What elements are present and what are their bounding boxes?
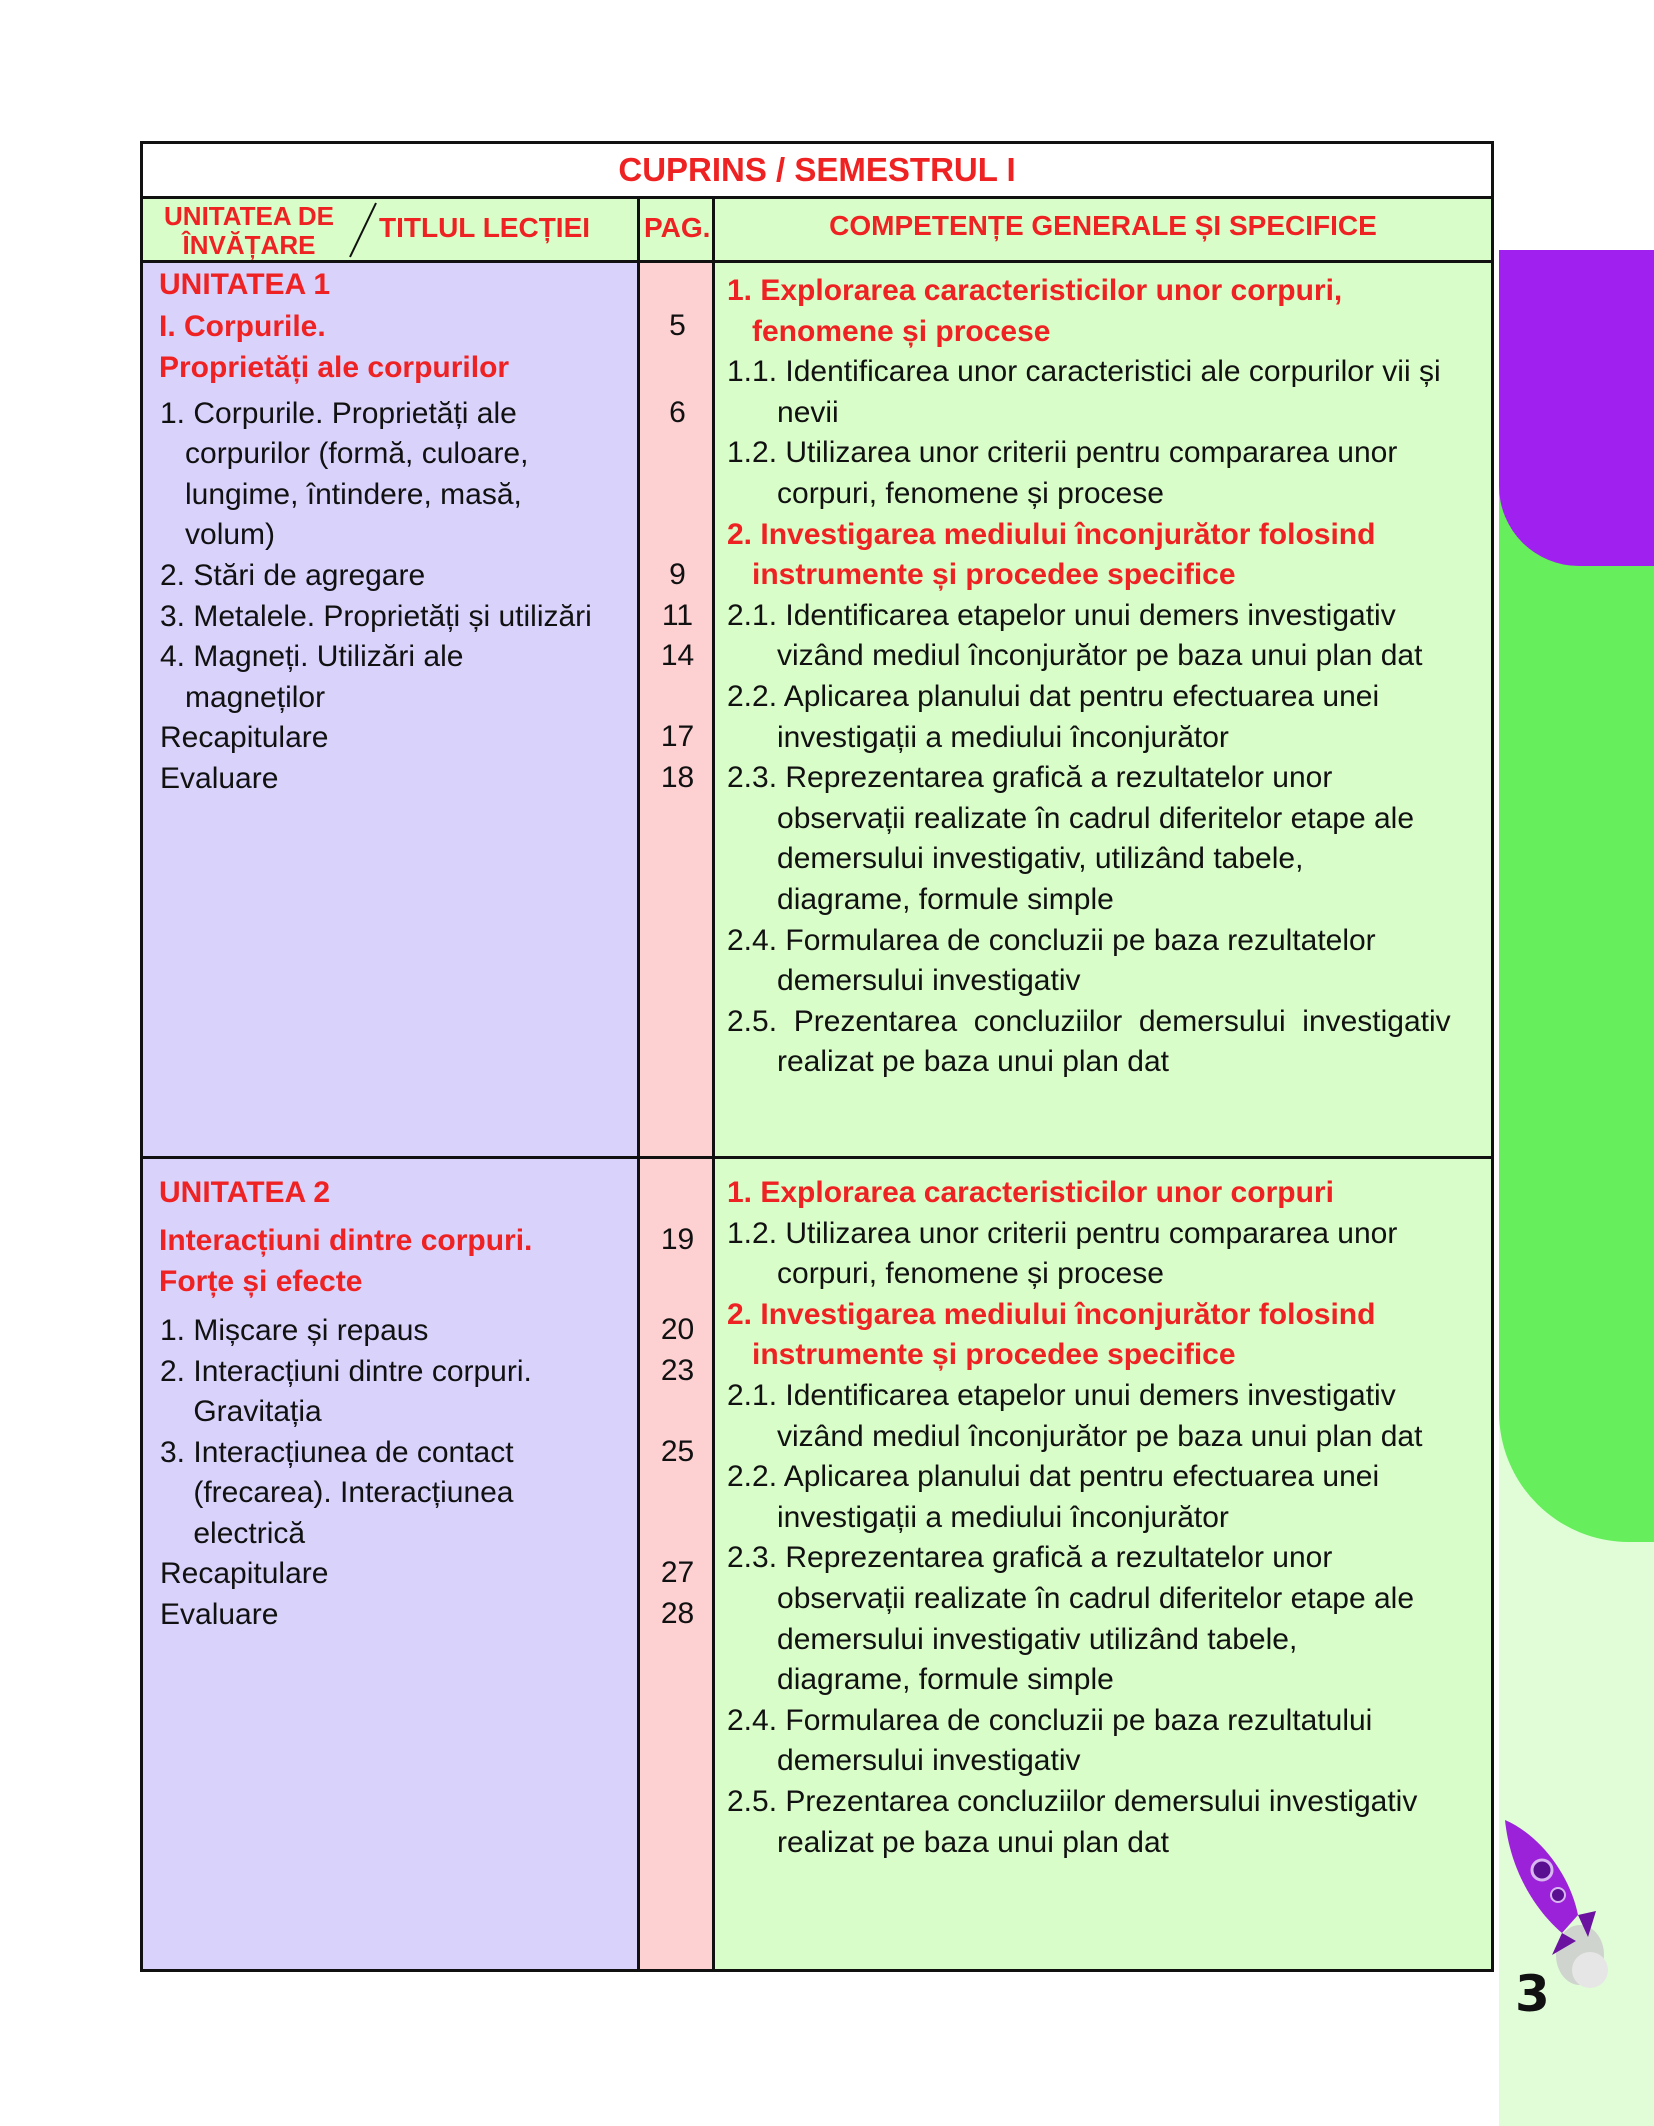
unit-title-line2: Proprietăți ale corpurilor <box>159 351 510 384</box>
page-cell <box>640 1159 715 1969</box>
competences-cell <box>715 263 1491 1156</box>
side-band-arc <box>1499 566 1654 1542</box>
header-unit-line1: UNITATEA DE <box>164 201 334 231</box>
page-number-entry: 18 <box>660 761 695 794</box>
lesson-line: 4. Magneți. Utilizări ale <box>160 640 464 673</box>
general-competence-line: 1. Explorarea caracteristicilor unor corpuri <box>727 1176 1334 1209</box>
general-competence-line: instrumente și procedee specifice <box>727 1338 1236 1372</box>
side-band-purple <box>1499 250 1654 566</box>
page-number-entry: 23 <box>660 1354 695 1387</box>
lesson-line: 1. Mișcare și repaus <box>160 1314 429 1347</box>
specific-competence-line: vizând mediul înconjurător pe baza unui plan dat <box>727 639 1423 673</box>
lesson-line: 1. Corpurile. Proprietăți ale <box>160 397 517 430</box>
lesson-line: Evaluare <box>160 1598 279 1631</box>
unit-title-line1: Interacțiuni dintre corpuri. <box>159 1224 533 1257</box>
general-competence-line: instrumente și procedee specifice <box>727 558 1236 592</box>
specific-competence-line: 2.3. Reprezentarea grafică a rezultatelor unor <box>727 761 1333 795</box>
page-cell <box>640 263 715 1156</box>
specific-competence-line: realizat pe baza unui plan dat <box>727 1045 1169 1079</box>
lesson-line: electrică <box>160 1517 306 1550</box>
specific-competence-line: 2.5. Prezentarea concluziilor demersului investigativ <box>727 1785 1418 1818</box>
unit-label: UNITATEA 1 <box>159 268 331 301</box>
lesson-line: Evaluare <box>160 762 279 795</box>
specific-competence-line: observații realizate în cadrul diferitelor etape ale <box>727 801 1415 835</box>
specific-competence-line: corpuri, fenomene și procese <box>727 477 1164 510</box>
page-number-entry: 11 <box>661 599 694 632</box>
page-number-entry: 25 <box>660 1435 695 1468</box>
unit-row-2 <box>143 1159 1491 1969</box>
lesson-line: 2. Interacțiuni dintre corpuri. <box>160 1355 532 1388</box>
lesson-line: magneților <box>160 681 326 714</box>
lesson-line: Recapitulare <box>160 721 329 754</box>
specific-competence-line: 2.2. Aplicarea planului dat pentru efectuarea unei <box>727 1460 1380 1494</box>
unit-title-line1: I. Corpurile. <box>159 310 326 343</box>
unit-title-line2: Forțe și efecte <box>159 1265 363 1298</box>
specific-competence-line: investigații a mediului înconjurător <box>727 720 1229 754</box>
specific-competence-line: investigații a mediului înconjurător <box>727 1500 1229 1534</box>
lesson-line: 2. Stări de agregare <box>160 559 426 592</box>
header-unit-cell <box>143 199 640 263</box>
header-comp-cell <box>715 199 1491 263</box>
lesson-line: Gravitația <box>160 1395 322 1428</box>
page-number-entry: 17 <box>660 720 695 753</box>
page-number-entry: 6 <box>669 396 686 429</box>
specific-competence-line: 2.1. Identificarea etapelor unui demers investigativ <box>727 598 1396 632</box>
lesson-line: 3. Metalele. Proprietăți și utilizări <box>160 600 592 633</box>
unit-cell <box>143 263 640 1156</box>
page-number-entry: 27 <box>660 1556 695 1589</box>
specific-competence-line: realizat pe baza unui plan dat <box>727 1825 1169 1859</box>
page-number-entry: 28 <box>660 1597 695 1630</box>
toc-title: CUPRINS / SEMESTRUL I <box>143 144 1491 199</box>
general-competence-line: fenomene și procese <box>727 314 1051 348</box>
specific-competence-line: 1.2. Utilizarea unor criterii pentru compararea unor <box>727 1216 1398 1250</box>
header-competences: COMPETENȚE GENERALE ȘI SPECIFICE <box>829 210 1377 241</box>
specific-competence-line: diagrame, formule simple <box>727 883 1114 916</box>
specific-competence-line: 2.5. Prezentarea concluziilor demersului investigativ <box>727 1004 1451 1038</box>
toc-table <box>140 141 1494 1972</box>
lesson-line: Recapitulare <box>160 1557 329 1590</box>
unit-cell <box>143 1159 640 1969</box>
specific-competence-line: demersului investigativ <box>727 964 1081 998</box>
specific-competence-line: 2.1. Identificarea etapelor unui demers investigativ <box>727 1379 1396 1412</box>
specific-competence-line: demersului investigativ utilizând tabele, <box>727 1622 1298 1656</box>
specific-competence-line: 2.4. Formularea de concluzii pe baza rezultatelor <box>727 923 1376 957</box>
header-unit-label <box>149 202 349 260</box>
specific-competence-line: vizând mediul înconjurător pe baza unui plan dat <box>727 1419 1423 1453</box>
competences-cell <box>715 1159 1491 1969</box>
unit-label: UNITATEA 2 <box>159 1176 331 1209</box>
page-number-entry: 20 <box>660 1313 695 1346</box>
page-number-entry: 19 <box>660 1223 695 1256</box>
header-unit-line2: ÎNVĂȚARE <box>182 230 316 260</box>
page-number-entry: 5 <box>669 309 686 342</box>
lesson-line: lungime, întindere, masă, <box>160 478 522 511</box>
page-number: 3 <box>1515 1965 1550 2023</box>
specific-competence-line: diagrame, formule simple <box>727 1663 1114 1697</box>
specific-competence-line: observații realizate în cadrul diferitelor etape ale <box>727 1582 1415 1615</box>
header-pag: PAG. <box>644 212 711 243</box>
lesson-line: volum) <box>160 518 276 551</box>
side-band-top <box>1499 0 1654 250</box>
specific-competence-line: 1.1. Identificarea unor caracteristici ale corpurilor vii și <box>727 355 1441 389</box>
header-pag-cell <box>640 199 715 263</box>
lesson-line: 3. Interacțiunea de contact <box>160 1436 514 1469</box>
page-number-entry: 9 <box>669 558 686 591</box>
specific-competence-line: demersului investigativ, utilizând tabele, <box>727 842 1304 876</box>
specific-competence-line: 2.3. Reprezentarea grafică a rezultatelor unor <box>727 1541 1333 1575</box>
specific-competence-line: 1.2. Utilizarea unor criterii pentru compararea unor <box>727 436 1398 470</box>
specific-competence-line: corpuri, fenomene și procese <box>727 1257 1164 1291</box>
specific-competence-line: nevii <box>727 395 839 429</box>
page-number-entry: 14 <box>660 639 695 672</box>
general-competence-line: 1. Explorarea caracteristicilor unor corpuri, <box>727 274 1343 307</box>
specific-competence-line: demersului investigativ <box>727 1744 1081 1778</box>
specific-competence-line: 2.2. Aplicarea planului dat pentru efectuarea unei <box>727 680 1380 713</box>
header-lesson-title: TITLUL LECȚIEI <box>379 212 591 243</box>
lesson-line: (frecarea). Interacțiunea <box>160 1476 514 1509</box>
general-competence-line: 2. Investigarea mediului înconjurător folosind <box>727 517 1376 551</box>
rocket-icon <box>1500 1815 1620 1990</box>
specific-competence-line: 2.4. Formularea de concluzii pe baza rezultatului <box>727 1703 1373 1737</box>
lesson-line: corpurilor (formă, culoare, <box>160 437 529 470</box>
general-competence-line: 2. Investigarea mediului înconjurător folosind <box>727 1297 1376 1331</box>
unit-row-1 <box>143 263 1491 1159</box>
header-divider-slash <box>348 201 378 259</box>
